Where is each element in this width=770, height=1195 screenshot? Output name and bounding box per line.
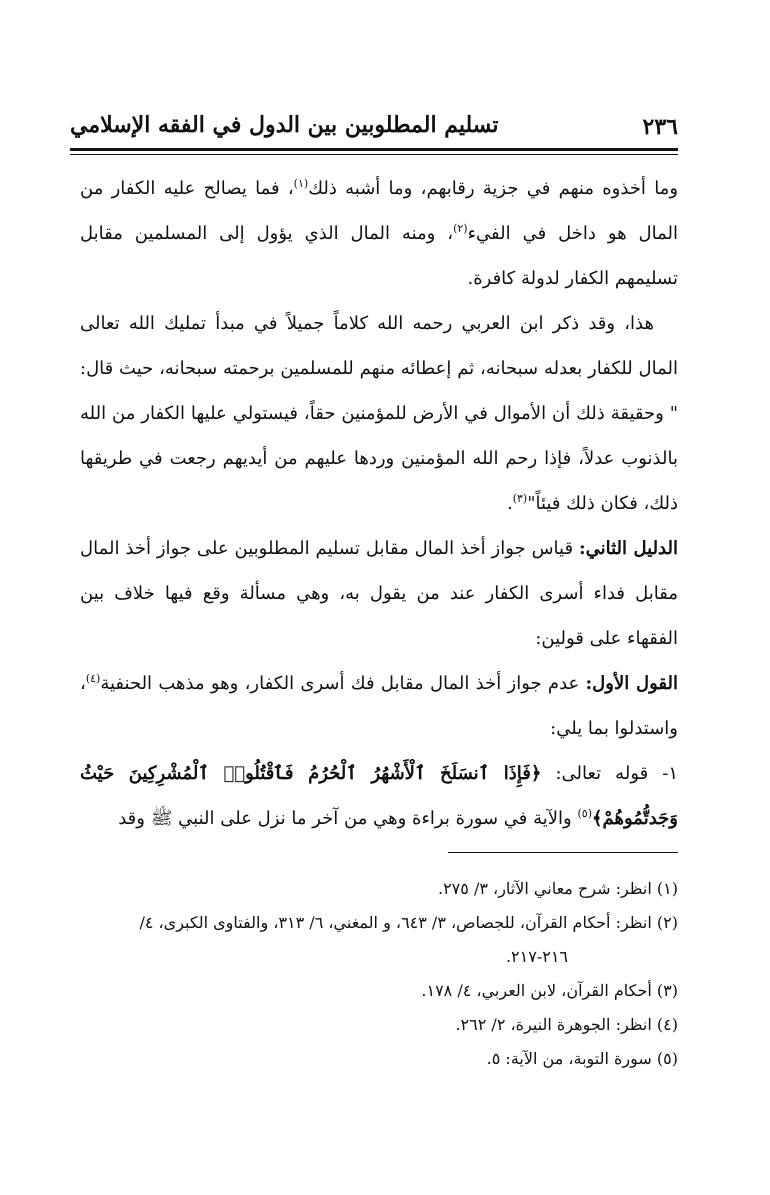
main-text [80,166,678,841]
footnote-5: (٥) سورة التوبة، من الآية: ٥. [486,1049,678,1068]
footnote-ref-4: (٤) [85,672,101,685]
page-number: ٢٣٦ [642,114,678,140]
footnotes [80,872,678,1076]
paragraph-4 [80,661,678,751]
footnote-3: (٣) أحكام القرآن، لابن العربي، ٤/ ١٧٨. [421,981,678,1000]
footnote-ref-1: (١) [293,177,309,190]
footnote-1: (١) انظر: شرح معاني الآثار، ٣/ ٢٧٥. [437,879,678,898]
paragraph-4-text: عدم جواز أخذ المال مقابل فك أسرى الكفار، وهو مذهب الحنفية [100,673,586,694]
first-opinion-heading: القول الأول: [585,673,678,694]
footnote-ref-3: (٣) [512,492,528,505]
paragraph-5-text: والآية في سورة براءة وهي من آخر ما نزل على النبي ﷺ وقد [118,808,578,829]
footnote-2: (٢) انظر: أحكام القرآن، للجصاص، ٣/ ٦٤٣، و المغني، ٦/ ٣١٣، والفتاوى الكبرى، ٤/ [139,913,678,932]
footnote-ref-5: (٥) [577,807,592,820]
paragraph-1 [80,166,678,301]
footnote-separator [448,852,678,853]
paragraph-2-end: . [506,493,513,514]
paragraph-2-text: هذا، وقد ذكر ابن العربي رحمه الله كلاماً جميلاً في مبدأ تمليك الله تعالى المال للكفار بعدله سبحانه، ثم إعطائه منهم للمسلمين برحمته سبحانه، حيث قال: " وحقيقة ذلك أن الأموال في الأرض للمؤمنين حقاً، فيستولي عليها الكفار من الله بالذنوب عدلاً، فإذا رحم الله المؤمنين وردها عليهم من أيديهم رجعت في طريقها ذلك، فكان ذلك فيئاً" [80,313,678,514]
header-rule-thick [70,148,678,151]
paragraph-3 [80,526,678,661]
paragraph-3-text: قياس جواز أخذ المال مقابل تسليم المطلوبين على جواز أخذ المال مقابل فداء أسرى الكفار عند من يقول به، وهي مسألة وقع فيها خلاف بين الفقهاء على قولين: [80,538,678,649]
quran-verse: ﴿فَإِذَا ٱنسَلَخَ ٱلْأَشْهُرُ ٱلْحُرُمُ فَٱقْتُلُوا۟ ٱلْمُشْرِكِينَ حَيْثُ وَجَدتُّمُوهُمْ﴾ [80,763,678,829]
verse-intro: قوله تعالى: [541,763,663,784]
paragraph-4-end: ، واستدلوا بما يلي: [80,673,678,739]
running-title: تسليم المطلوبين بين الدول في الفقه الإسلامي [70,112,499,138]
list-number: ١- [662,763,678,784]
paragraph-1-text-start: وما أخذوه منهم في جزية رقابهم، وما أشبه ذلك [308,178,679,199]
paragraph-1-text-middle: ، فما يصالح عليه الكفار من المال هو داخل في الفيء [80,178,678,244]
paragraph-2 [80,301,678,526]
page-header [70,112,678,144]
footnote-4: (٤) انظر: الجوهرة النيرة، ٢/ ٢٦٢. [455,1015,678,1034]
paragraph-1-text-end: ، ومنه المال الذي يؤول إلى المسلمين مقابل تسليمهم الكفار لدولة كافرة. [80,223,678,289]
second-evidence-heading: الدليل الثاني: [578,538,678,559]
header-rule-thin [70,154,678,155]
footnote-2-continuation: ٢١٦-٢١٧. [505,947,568,966]
paragraph-5 [80,751,678,841]
footnote-ref-2: (٢) [453,222,468,235]
